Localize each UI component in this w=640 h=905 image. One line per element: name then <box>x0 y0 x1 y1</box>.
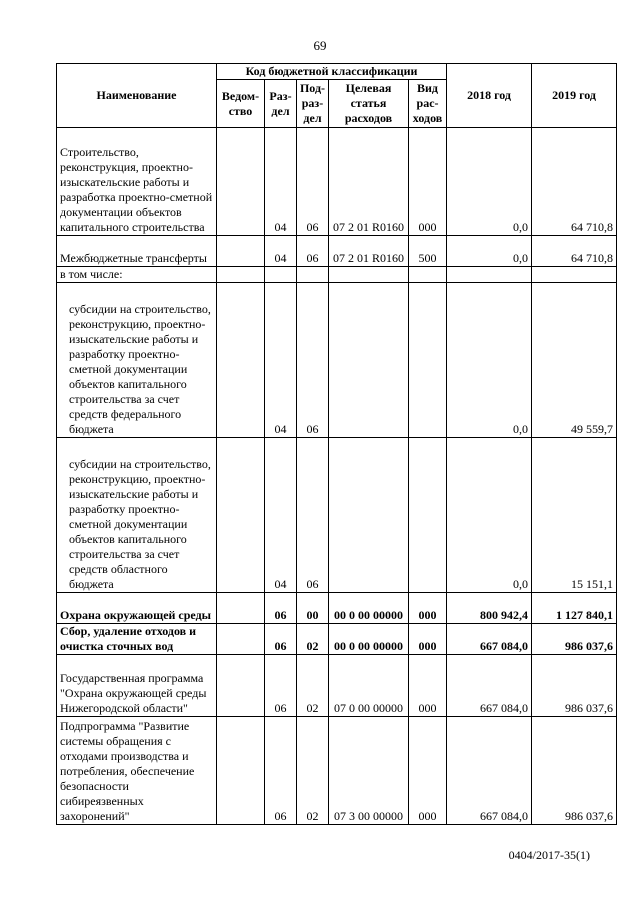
row-name: субсидии на строительство, реконструкцию, проектно-изыскательские работы и разработку проектно-сметной документации объектов капитального строительства за счет средств федерального бюджета <box>57 283 217 438</box>
row-vedomstvo <box>217 283 265 438</box>
row-vedomstvo <box>217 128 265 236</box>
row-name: в том числе: <box>57 267 217 283</box>
row-2018: 0,0 <box>447 438 532 593</box>
row-name: Сбор, удаление отходов и очистка сточных вод <box>57 624 217 655</box>
header-name: Наименование <box>57 64 217 128</box>
row-name: Подпрограмма "Развитие системы обращения с отходами производства и потребления, обеспечение безопасности сибиреязвенных захоронений" <box>57 717 217 825</box>
table-row <box>57 283 617 438</box>
row-podrazdel: 02 <box>297 624 329 655</box>
row-name: Охрана окружающей среды <box>57 593 217 624</box>
row-vedomstvo <box>217 717 265 825</box>
row-podrazdel: 06 <box>297 283 329 438</box>
row-target: 00 0 00 00000 <box>329 593 409 624</box>
document-code: 0404/2017-35(1) <box>508 848 590 862</box>
row-razdel: 06 <box>265 717 297 825</box>
row-podrazdel: 06 <box>297 236 329 267</box>
header-2018: 2018 год <box>447 64 532 128</box>
row-razdel: 04 <box>265 283 297 438</box>
header-podrazdel: Под-раз-дел <box>297 80 329 128</box>
table-row <box>57 655 617 717</box>
row-target: 07 2 01 R0160 <box>329 128 409 236</box>
row-2018: 0,0 <box>447 283 532 438</box>
row-razdel: 04 <box>265 128 297 236</box>
row-2018: 0,0 <box>447 128 532 236</box>
row-2018 <box>447 267 532 283</box>
table-row <box>57 438 617 593</box>
table-row <box>57 717 617 825</box>
row-2019: 49 559,7 <box>532 283 617 438</box>
row-vid <box>409 283 447 438</box>
row-podrazdel: 00 <box>297 593 329 624</box>
row-razdel: 06 <box>265 624 297 655</box>
row-vid: 000 <box>409 128 447 236</box>
row-2018: 667 084,0 <box>447 624 532 655</box>
row-vid: 000 <box>409 593 447 624</box>
row-2019: 15 151,1 <box>532 438 617 593</box>
row-razdel: 04 <box>265 236 297 267</box>
row-2019: 986 037,6 <box>532 624 617 655</box>
row-target: 00 0 00 00000 <box>329 624 409 655</box>
row-2019: 64 710,8 <box>532 128 617 236</box>
header-razdel: Раз-дел <box>265 80 297 128</box>
header-2019: 2019 год <box>532 64 617 128</box>
row-vid: 000 <box>409 655 447 717</box>
header-target: Целевая статья расходов <box>329 80 409 128</box>
row-vedomstvo <box>217 236 265 267</box>
table-row <box>57 128 617 236</box>
row-vedomstvo <box>217 655 265 717</box>
row-podrazdel <box>297 267 329 283</box>
table-row <box>57 267 617 283</box>
row-target: 07 0 00 00000 <box>329 655 409 717</box>
row-razdel: 04 <box>265 438 297 593</box>
row-vid <box>409 438 447 593</box>
row-2019: 986 037,6 <box>532 717 617 825</box>
row-2019: 64 710,8 <box>532 236 617 267</box>
header-vedomstvo: Ведом-ство <box>217 80 265 128</box>
row-target <box>329 267 409 283</box>
row-name: Межбюджетные трансферты <box>57 236 217 267</box>
row-name: субсидии на строительство, реконструкцию, проектно-изыскательские работы и разработку проектно-сметной документации объектов капитального строительства за счет средств областного бюджета <box>57 438 217 593</box>
row-razdel <box>265 267 297 283</box>
header-code-group: Код бюджетной классификации <box>217 64 447 80</box>
table-row <box>57 593 617 624</box>
row-2018: 0,0 <box>447 236 532 267</box>
row-vedomstvo <box>217 624 265 655</box>
row-razdel: 06 <box>265 593 297 624</box>
row-2018: 667 084,0 <box>447 717 532 825</box>
row-2019: 1 127 840,1 <box>532 593 617 624</box>
row-2018: 800 942,4 <box>447 593 532 624</box>
row-vedomstvo <box>217 593 265 624</box>
row-2018: 667 084,0 <box>447 655 532 717</box>
row-target: 07 3 00 00000 <box>329 717 409 825</box>
row-target: 07 2 01 R0160 <box>329 236 409 267</box>
row-vedomstvo <box>217 438 265 593</box>
row-name: Государственная программа "Охрана окружающей среды Нижегородской области" <box>57 655 217 717</box>
budget-table <box>56 63 617 825</box>
table-row <box>57 236 617 267</box>
row-podrazdel: 02 <box>297 655 329 717</box>
row-vid: 500 <box>409 236 447 267</box>
row-vid: 000 <box>409 717 447 825</box>
row-target <box>329 283 409 438</box>
row-2019: 986 037,6 <box>532 655 617 717</box>
header-vid: Вид рас-ходов <box>409 80 447 128</box>
row-razdel: 06 <box>265 655 297 717</box>
row-vid <box>409 267 447 283</box>
row-podrazdel: 06 <box>297 128 329 236</box>
row-target <box>329 438 409 593</box>
row-podrazdel: 06 <box>297 438 329 593</box>
row-vedomstvo <box>217 267 265 283</box>
row-podrazdel: 02 <box>297 717 329 825</box>
row-name: Строительство, реконструкция, проектно-изыскательские работы и разработка проектно-сметной документации объектов капитального строительства <box>57 128 217 236</box>
row-2019 <box>532 267 617 283</box>
row-vid: 000 <box>409 624 447 655</box>
table-row <box>57 624 617 655</box>
page-number: 69 <box>313 38 327 53</box>
